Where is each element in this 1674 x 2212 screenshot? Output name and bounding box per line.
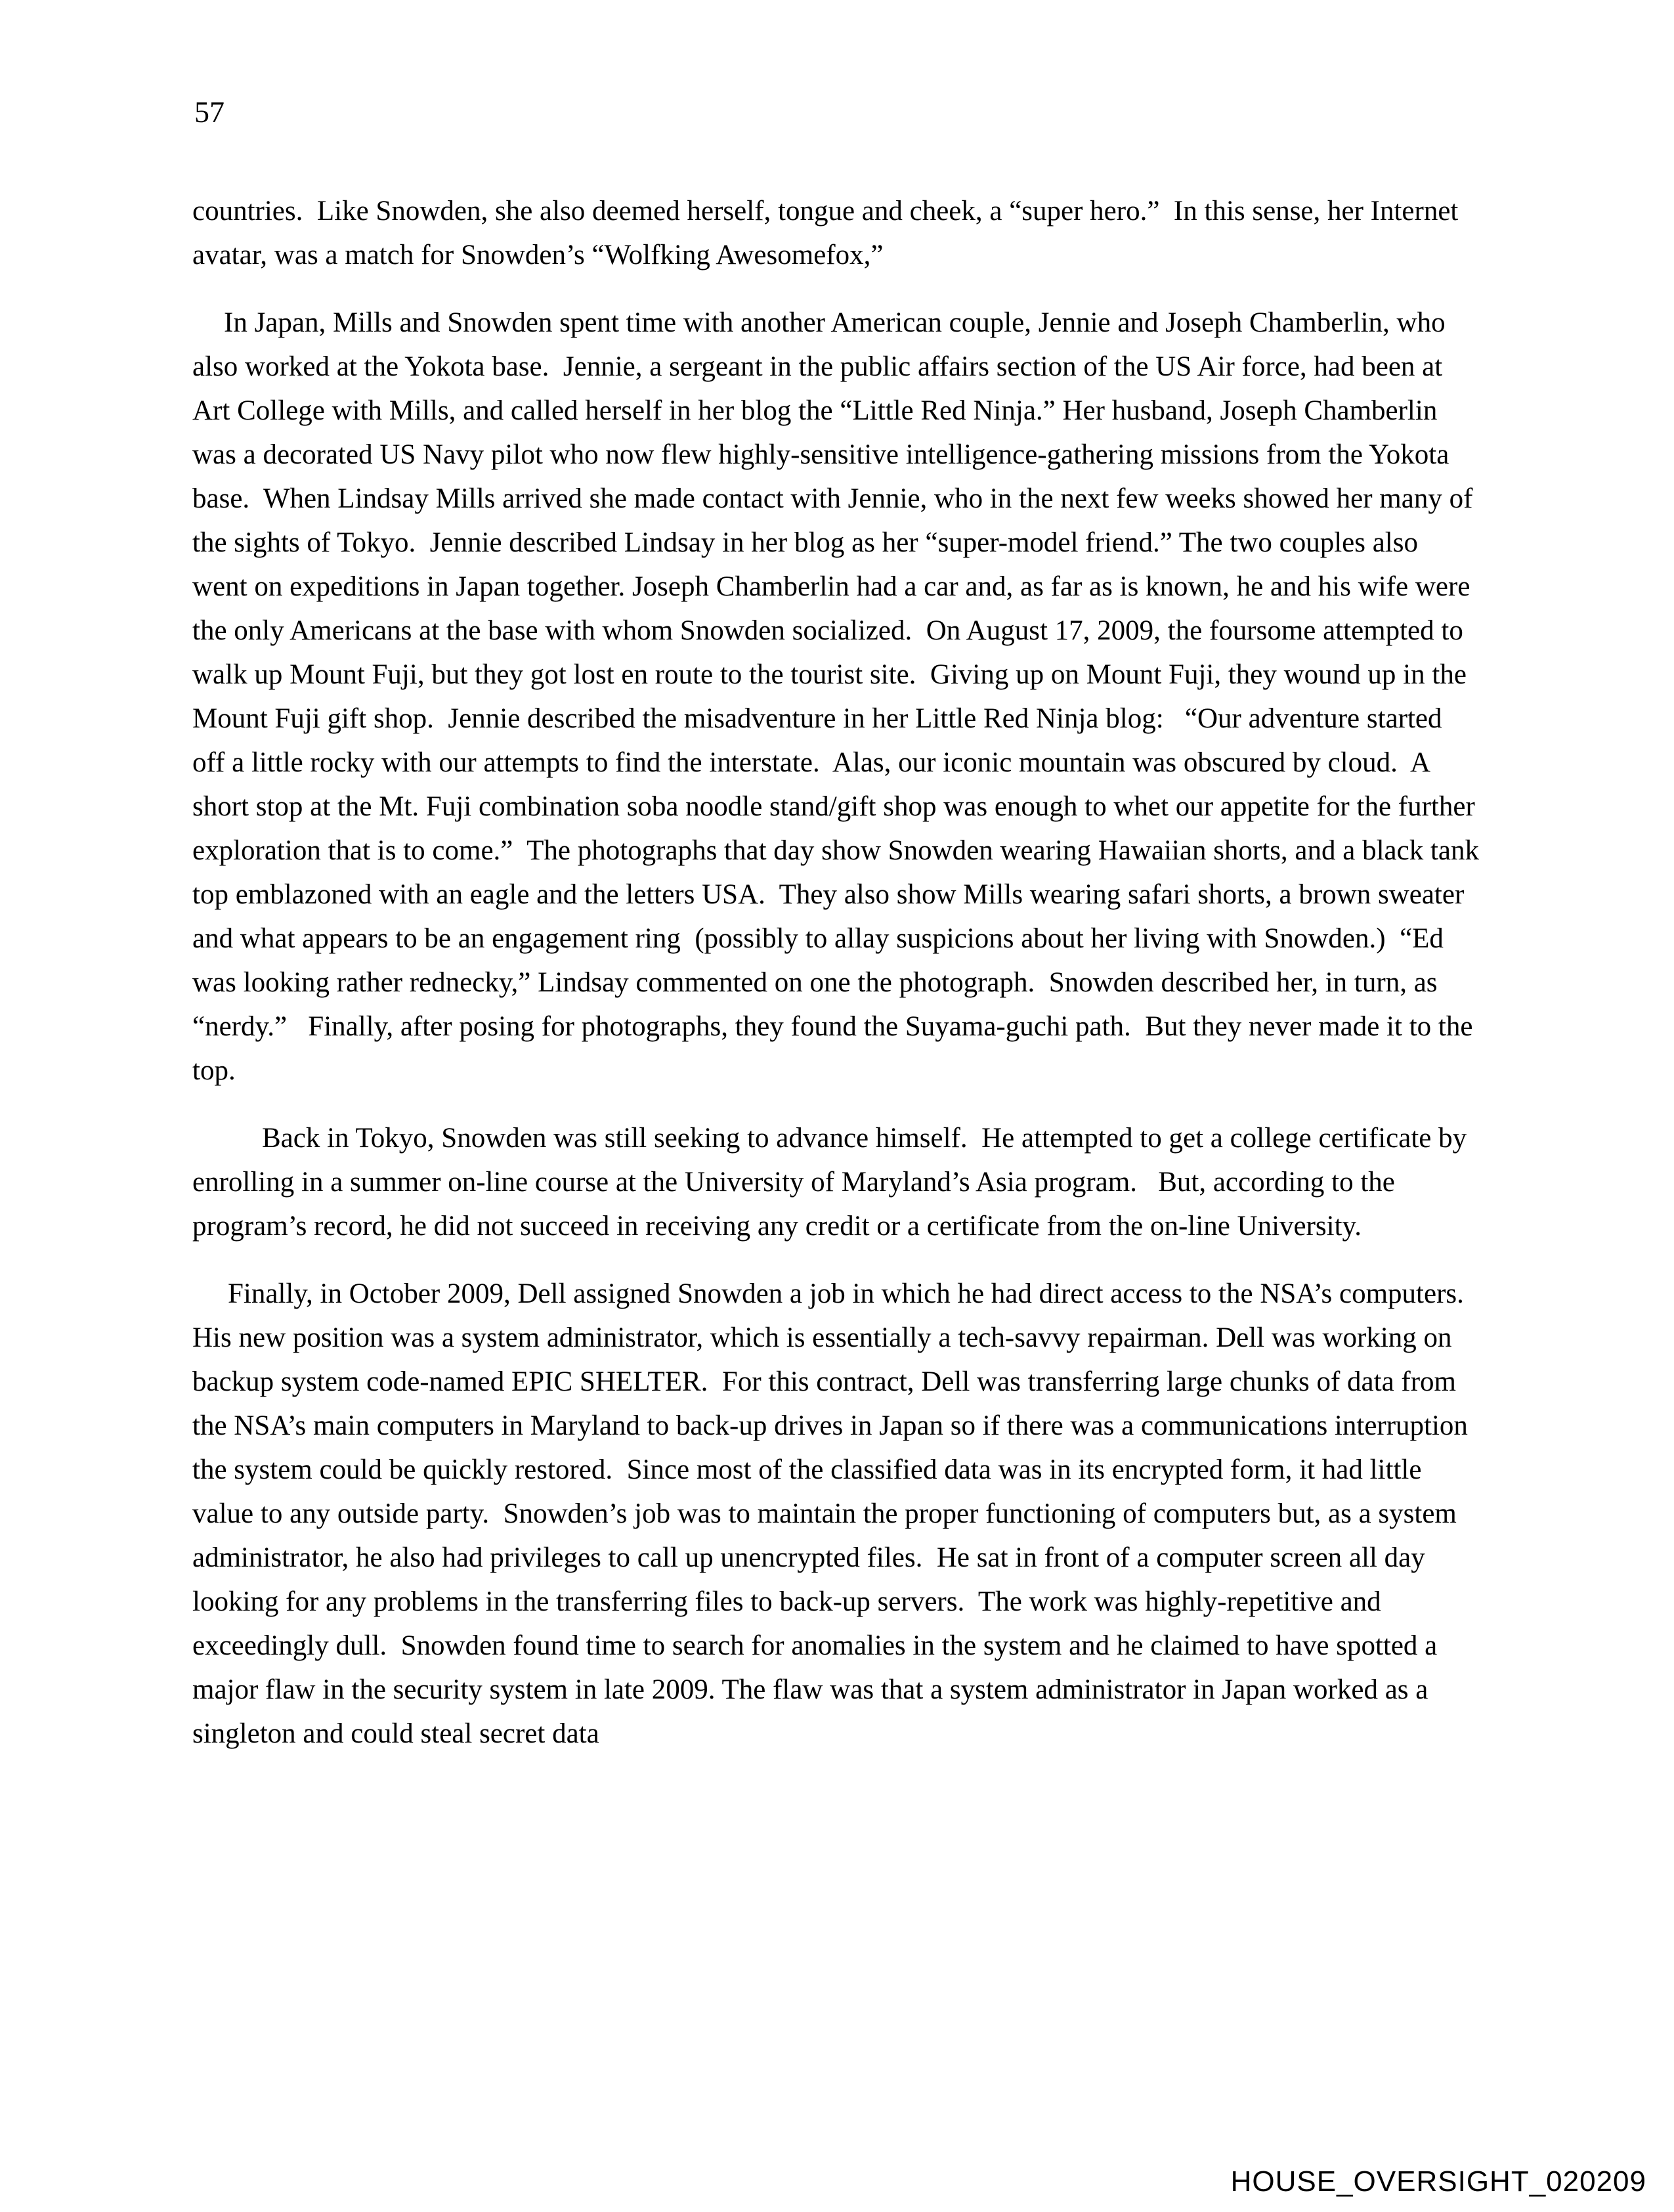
paragraph-finally-october-2009: Finally, in October 2009, Dell assigned Snowden a job in which he had direct access to the NSA’s computers. His new position was a system administrator, which is essentially a tech-savvy repairman. Dell was working on backup system code-named EPIC SHELTER. For this contract, Dell was transferring large chunks of data from the NSA’s main computers in Maryland to back-up drives in Japan so if there was a communications interruption the system could be quickly restored. Since most of the classified data was in its encrypted form, it had little value to any outside party. Snowden’s job was to maintain the proper functioning of computers but, as a system administrator, he also had privileges to call up unencrypted files. He sat in front of a computer screen all day looking for any problems in the transferring files to back-up servers. The work was highly-repetitive and exceedingly dull. Snowden found time to search for anomalies in the system and he claimed to have spotted a major flaw in the security system in late 2009. The flaw was that a system administrator in Japan worked as a singleton and could steal secret data [192, 1278, 1475, 1749]
paragraph-back-in-tokyo: Back in Tokyo, Snowden was still seeking to advance himself. He attempted to get a college certificate by enrolling in a summer on-line course at the University of Maryland’s Asia program. But, according to the program’s record, he did not succeed in receiving any credit or a certificate from the on-line University. [192, 1123, 1474, 1242]
page-number: 57 [194, 95, 225, 129]
paragraph-in-japan: In Japan, Mills and Snowden spent time with another American couple, Jennie and Joseph Chamberlin, who also worked at the Yokota base. Jennie, a sergeant in the public affairs section of the US Air force, had been at Art College with Mills, and called herself in her blog the “Little Red Ninja.” Her husband, Joseph Chamberlin was a decorated US Navy pilot who now flew highly-sensitive intelligence-gathering missions from the Yokota base. When Lindsay Mills arrived she made contact with Jennie, who in the next few weeks showed her many of the sights of Tokyo. Jennie described Lindsay in her blog as her “super-model friend.” The two couples also went on expeditions in Japan together. Joseph Chamberlin had a car and, as far as is known, he and his wife were the only Americans at the base with whom Snowden socialized. On August 17, 2009, the foursome attempted to walk up Mount Fuji, but they got lost en route to the tourist site. Giving up on Mount Fuji, they wound up in the Mount Fuji gift shop. Jennie described the misadventure in her Little Red Ninja blog: “Our adventure started off a little rocky with our attempts to find the interstate. Alas, our iconic mountain was obscured by cloud. A short stop at the Mt. Fuji combination soba noodle stand/gift shop was enough to whet our appetite for the further exploration that is to come.” The photographs that day show Snowden wearing Hawaiian shorts, and a black tank top emblazoned with an eagle and the letters USA. They also show Mills wearing safari shorts, a brown sweater and what appears to be an engagement ring (possibly to allay suspicions about her living with Snowden.) “Ed was looking rather rednecky,” Lindsay commented on one the photograph. Snowden described her, in turn, as “nerdy.” Finally, after posing for photographs, they found the Suyama-guchi path. But they never made it to the top. [192, 307, 1486, 1086]
body-text [192, 189, 1486, 1779]
paragraph-countries-continuation: countries. Like Snowden, she also deemed herself, tongue and cheek, a “super hero.” In this sense, her Internet avatar, was a match for Snowden’s “Wolfking Awesomefox,” [192, 196, 1466, 271]
bates-stamp: HOUSE_OVERSIGHT_020209 [1230, 2165, 1646, 2198]
